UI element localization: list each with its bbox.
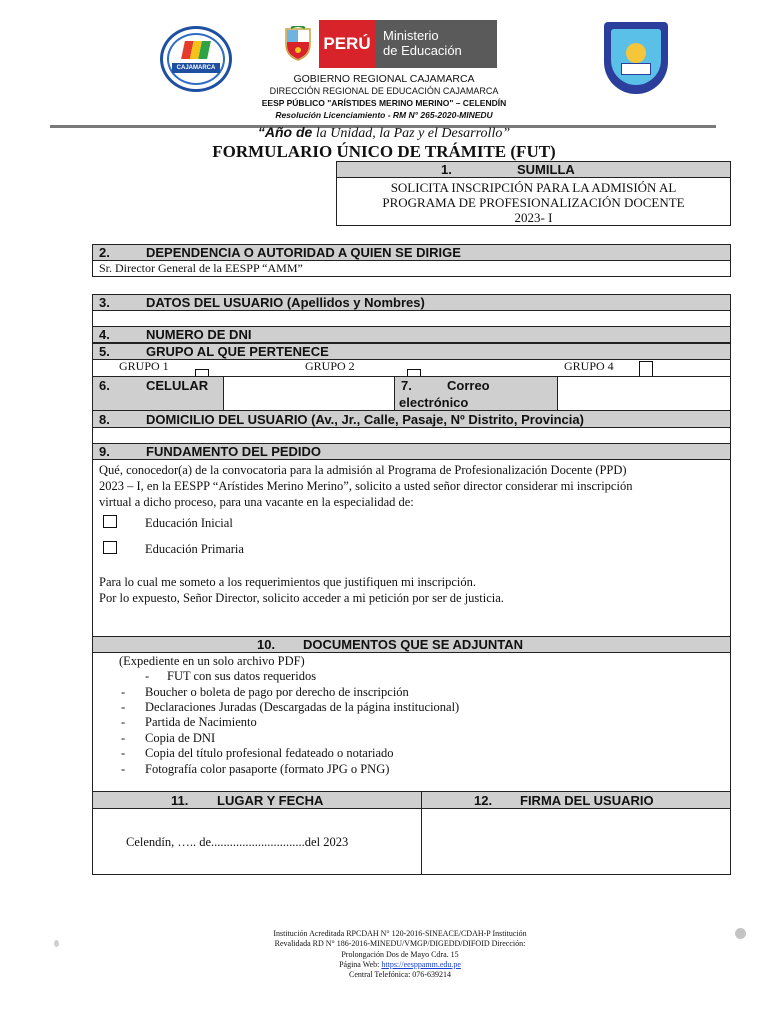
option-inicial-label: Educación Inicial — [145, 516, 233, 530]
footer-phone: Central Telefónica: 076-639214 — [349, 970, 451, 979]
group-1-label: GRUPO 1 — [119, 359, 169, 373]
section-5-header: 5. GRUPO AL QUE PERTENECE — [92, 343, 731, 360]
header-line-3: EESP PÚBLICO "ARÍSTIDES MERINO MERINO" – CELENDÍN — [261, 98, 507, 108]
ministry-name: Ministerio de Educación — [375, 20, 497, 68]
document-item: - FUT con sus datos requeridos — [145, 669, 317, 683]
group-row — [92, 359, 731, 377]
documents-intro: (Expediente en un solo archivo PDF) — [119, 654, 305, 668]
request-basis-box — [92, 459, 731, 637]
option-primaria-label: Educación Primaria — [145, 542, 244, 556]
option-primaria-checkbox[interactable] — [103, 541, 117, 554]
sumilla-header: 1. SUMILLA — [336, 161, 731, 178]
section-4-header: 4. NUMERO DE DNI — [92, 326, 731, 343]
document-item: - Partida de Nacimiento — [121, 715, 257, 729]
place-date-field[interactable]: Celendín, ….. de..............................del 2023 — [92, 808, 422, 875]
sumilla-text: SOLICITA INSCRIPCIÓN PARA LA ADMISIÓN AL PROGRAMA DE PROFESIONALIZACIÓN DOCENTE 2023- I — [336, 177, 731, 226]
form-title: FORMULARIO ÚNICO DE TRÁMITE (FUT) — [212, 142, 556, 161]
header-line-4: Resolución Licenciamiento - RM N° 265-2020-MINEDU — [275, 110, 493, 120]
document-item: - Fotografía color pasaporte (formato JPG o PNG) — [121, 762, 390, 776]
section-2-header: 2. DEPENDENCIA O AUTORIDAD A QUIEN SE DIRIGE — [92, 244, 731, 261]
footer-line-1: Institución Acreditada RPCDAH N° 120-2016-SINEACE/CDAH-P Institución — [273, 929, 527, 938]
document-item: - Declaraciones Juradas (Descargadas de la página institucional) — [121, 700, 460, 714]
peru-label: PERÚ — [319, 20, 375, 68]
documents-box — [92, 652, 731, 792]
authority-field[interactable]: Sr. Director General de la EESPP “AMM” — [92, 260, 731, 277]
group-4-label: GRUPO 4 — [564, 359, 614, 373]
option-inicial-checkbox[interactable] — [103, 515, 117, 528]
section-8-header: 8. DOMICILIO DEL USUARIO (Av., Jr., Calle, Pasaje, Nº Distrito, Provincia) — [92, 410, 731, 428]
email-field[interactable] — [557, 376, 731, 411]
document-item: - Copia de DNI — [121, 731, 216, 745]
section-9-header: 9. FUNDAMENTO DEL PEDIDO — [92, 443, 731, 460]
header-line-2: DIRECCIÓN REGIONAL DE EDUCACIÓN CAJAMARCA — [269, 86, 499, 96]
section-12-header: 12. FIRMA DEL USUARIO — [421, 791, 731, 809]
group-4-checkbox[interactable] — [639, 361, 653, 377]
closing-paragraph: Para lo cual me someto a los requerimientos que justifiquen mi inscripción. Por lo expuesto, Señor Director, solicito acceder a mi petición por ser de justicia. — [99, 575, 504, 605]
regional-education-logo: CAJAMARCA — [160, 26, 232, 92]
request-paragraph: Qué, conocedor(a) de la convocatoria para la admisión al Programa de Profesionalización Docente (PPD) 2023 – I, en la EESPP “Arístides Merino Merino”, solicito a usted señor director considerar mi inscripción virtual a dicho proceso, para una vacante en la especialidad de: — [99, 463, 633, 509]
phone-field[interactable] — [223, 376, 395, 411]
footer-web: Página Web: https://eesppamm.edu.pe — [339, 960, 461, 969]
ministry-logo — [277, 20, 497, 68]
website-link[interactable]: https://eesppamm.edu.pe — [381, 960, 461, 969]
section-3-header: 3. DATOS DEL USUARIO (Apellidos y Nombres) — [92, 294, 731, 311]
section-10-header: 10. DOCUMENTOS QUE SE ADJUNTAN — [92, 636, 731, 653]
header-line-1: GOBIERNO REGIONAL CAJAMARCA — [293, 73, 475, 85]
user-name-field[interactable] — [92, 310, 731, 327]
footer-line-3: Prolongación Dos de Mayo Cdra. 15 — [341, 950, 459, 959]
document-item: - Copia del título profesional fedateado o notariado — [121, 746, 394, 760]
section-7-header: 7. Correo electrónico — [394, 376, 558, 411]
section-6-header: 6. CELULAR — [92, 376, 224, 411]
address-field[interactable] — [92, 427, 731, 444]
year-motto: “Año de la Unidad, la Paz y el Desarrollo” — [257, 124, 511, 141]
document-item: - Boucher o boleta de pago por derecho de inscripción — [121, 685, 409, 699]
footer-line-2: Revalidada RD N° 186-2016-MINEDU/VMGP/DIGEDD/DIFOID Dirección: — [274, 939, 526, 948]
group-2-label: GRUPO 2 — [305, 359, 355, 373]
peru-shield-icon — [277, 20, 319, 68]
signature-field[interactable] — [421, 808, 731, 875]
section-11-header: 11. LUGAR Y FECHA — [92, 791, 422, 809]
